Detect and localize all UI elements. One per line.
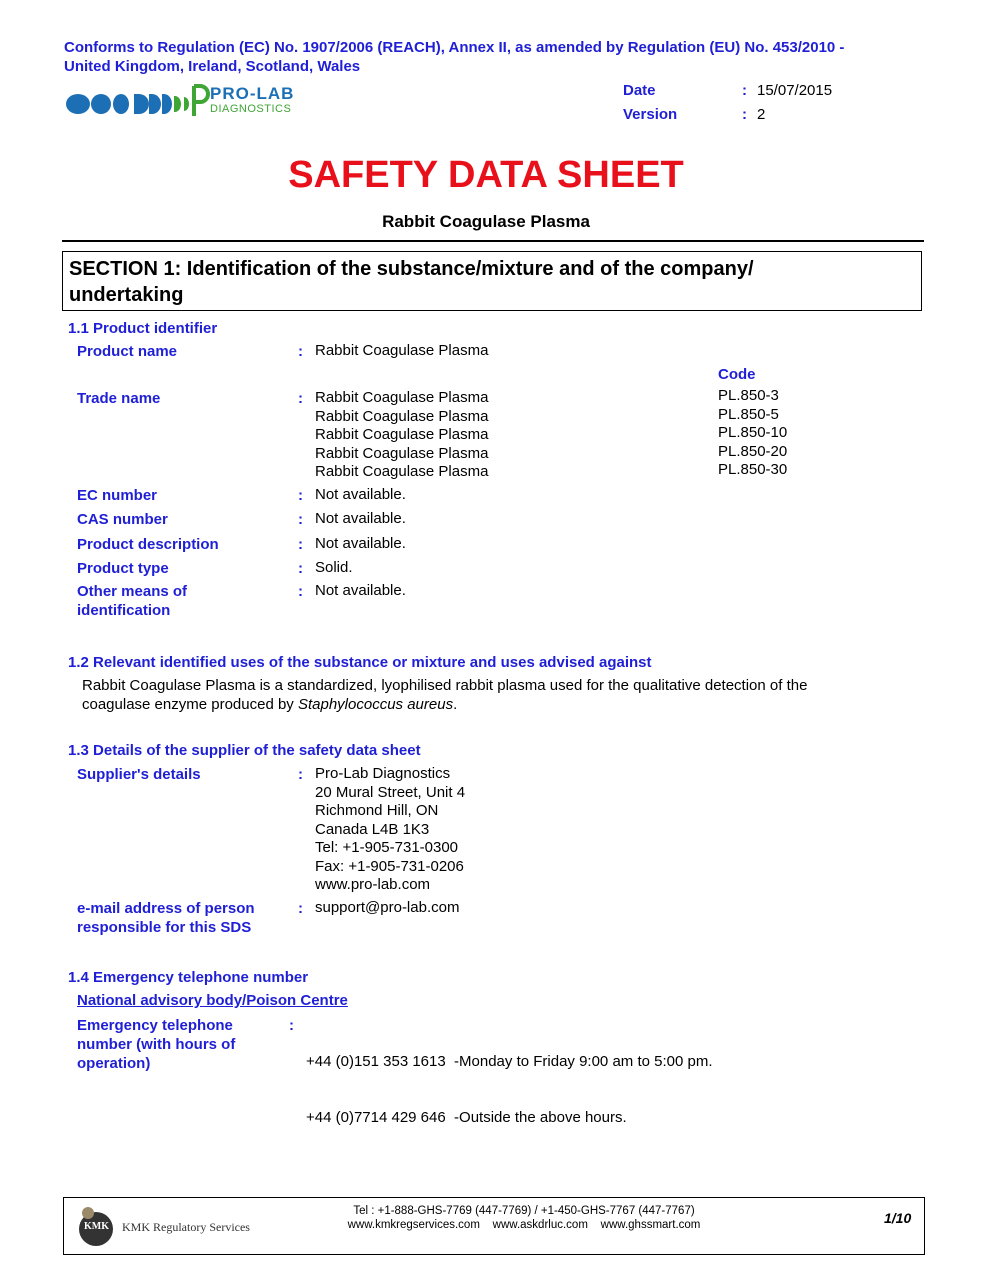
supplier-line: Pro-Lab Diagnostics xyxy=(315,765,451,782)
other-means-value: Not available. xyxy=(315,582,406,599)
pro-lab-logo xyxy=(66,82,326,122)
version-value: 2 xyxy=(757,106,766,123)
ec-number-label: EC number xyxy=(77,487,158,504)
emergency-phone-list xyxy=(306,1016,713,1146)
footer-contact xyxy=(304,1204,744,1232)
footer-company: KMK Regulatory Services xyxy=(122,1220,250,1234)
kmk-logo-text: KMK xyxy=(84,1221,109,1232)
emergency-telephone-label xyxy=(77,1016,235,1073)
regulation-notice xyxy=(64,38,844,76)
relevant-uses-line-2-text: coagulase enzyme produced by xyxy=(82,696,298,713)
version-label: Version xyxy=(623,106,678,123)
regulation-line-1: Conforms to Regulation (EC) No. 1907/2006 (REACH), Annex II, as amended by Regulation (EU) No. 453/2010 - xyxy=(64,39,845,56)
section-1-heading-line-1: SECTION 1: Identification of the substance/mixture and of the company/ xyxy=(69,258,754,280)
product-type-label: Product type xyxy=(77,560,169,577)
trade-name-item: Rabbit Coagulase Plasma xyxy=(315,444,489,462)
supplier-line: Tel: +1-905-731-0300 xyxy=(315,839,459,856)
colon: : xyxy=(298,766,303,783)
subsection-1-2-heading: 1.2 Relevant identified uses of the substance or mixture and uses advised against xyxy=(68,654,652,671)
code-item: PL.850-3 xyxy=(718,387,779,404)
emergency-label-line-2: number (with hours of xyxy=(77,1036,236,1053)
organism-name: Staphylococcus aureus xyxy=(297,696,454,713)
supplier-line: www.pro-lab.com xyxy=(315,876,431,893)
relevant-uses-line-2 xyxy=(82,695,807,714)
email-value: support@pro-lab.com xyxy=(315,899,460,916)
ec-number-value: Not available. xyxy=(315,486,406,503)
colon: : xyxy=(298,536,303,553)
product-type-value: Solid. xyxy=(315,559,353,576)
relevant-uses-line-1: Rabbit Coagulase Plasma is a standardized, lyophilised rabbit plasma used for the qualitative detection of the xyxy=(82,677,808,694)
section-1-heading xyxy=(62,251,922,311)
emergency-phone-line: +44 (0)7714 429 646 -Outside the above hours. xyxy=(306,1108,627,1126)
subsection-1-1-heading: 1.1 Product identifier xyxy=(68,320,218,337)
other-means-label xyxy=(77,582,187,620)
cas-number-value: Not available. xyxy=(315,510,406,527)
relevant-uses-line-2-end: . xyxy=(453,696,458,713)
colon: : xyxy=(298,900,303,917)
email-label-line-1: e-mail address of person xyxy=(77,900,255,917)
cas-number-label: CAS number xyxy=(77,511,168,528)
relevant-uses-text xyxy=(82,676,807,714)
product-title: Rabbit Coagulase Plasma xyxy=(382,212,590,231)
other-means-label-line-1: Other means of xyxy=(77,583,188,600)
trade-name-list xyxy=(315,389,488,482)
document-title: SAFETY DATA SHEET xyxy=(288,154,684,196)
product-name-label: Product name xyxy=(77,343,178,360)
supplier-line: Canada L4B 1K3 xyxy=(315,820,430,838)
supplier-line: Fax: +1-905-731-0206 xyxy=(315,857,464,875)
email-label-line-2: responsible for this SDS xyxy=(77,919,252,936)
colon: : xyxy=(298,583,303,600)
title-divider xyxy=(62,240,924,242)
code-item: PL.850-20 xyxy=(718,442,788,460)
code-item: PL.850-5 xyxy=(718,405,779,423)
code-item: PL.850-30 xyxy=(718,461,788,478)
supplier-details-value xyxy=(315,765,465,895)
colon: : xyxy=(298,343,303,360)
code-list xyxy=(718,387,787,480)
colon: : xyxy=(289,1017,294,1034)
subsection-1-4-heading: 1.4 Emergency telephone number xyxy=(68,969,309,986)
date-colon: : xyxy=(742,82,747,99)
emergency-label-line-3: operation) xyxy=(77,1055,151,1072)
trade-name-item: Rabbit Coagulase Plasma xyxy=(315,389,489,406)
trade-name-item: Rabbit Coagulase Plasma xyxy=(315,407,489,425)
supplier-line: 20 Mural Street, Unit 4 xyxy=(315,783,466,801)
trade-name-item: Rabbit Coagulase Plasma xyxy=(315,463,489,480)
version-colon: : xyxy=(742,106,747,123)
trade-name-label: Trade name xyxy=(77,390,161,407)
code-item: PL.850-10 xyxy=(718,424,788,441)
page-number: 1/10 xyxy=(884,1210,912,1226)
colon: : xyxy=(298,511,303,528)
other-means-label-line-2: identification xyxy=(77,602,171,619)
product-name-value: Rabbit Coagulase Plasma xyxy=(315,342,489,359)
colon: : xyxy=(298,390,303,407)
footer-web: www.kmkregservices.com www.askdrluc.com www.ghssmart.com xyxy=(347,1219,701,1231)
product-description-value: Not available. xyxy=(315,535,406,552)
colon: : xyxy=(298,560,303,577)
colon: : xyxy=(298,487,303,504)
logo-name: PRO-LAB xyxy=(210,84,295,103)
footer-box xyxy=(63,1197,925,1255)
email-label xyxy=(77,899,255,937)
supplier-line: Richmond Hill, ON xyxy=(315,802,439,819)
emergency-label-line-1: Emergency telephone xyxy=(77,1017,233,1034)
regulation-line-2: United Kingdom, Ireland, Scotland, Wales xyxy=(64,58,361,75)
code-header: Code xyxy=(718,366,756,383)
product-description-label: Product description xyxy=(77,536,219,553)
subsection-1-3-heading: 1.3 Details of the supplier of the safety data sheet xyxy=(68,742,421,759)
trade-name-item: Rabbit Coagulase Plasma xyxy=(315,426,489,443)
section-1-heading-line-2: undertaking xyxy=(69,284,184,306)
date-value: 15/07/2015 xyxy=(757,82,833,99)
date-label: Date xyxy=(623,82,656,99)
national-advisory-label: National advisory body/Poison Centre xyxy=(77,992,348,1009)
supplier-details-label: Supplier's details xyxy=(77,766,201,783)
footer-tel: Tel : +1-888-GHS-7769 (447-7769) / +1-450-GHS-7767 (447-7767) xyxy=(353,1205,695,1217)
logo-subtitle: DIAGNOSTICS xyxy=(210,103,292,115)
emergency-phone-line: +44 (0)151 353 1613 -Monday to Friday 9:00 am to 5:00 pm. xyxy=(306,1053,713,1070)
kmk-logo xyxy=(76,1204,116,1248)
